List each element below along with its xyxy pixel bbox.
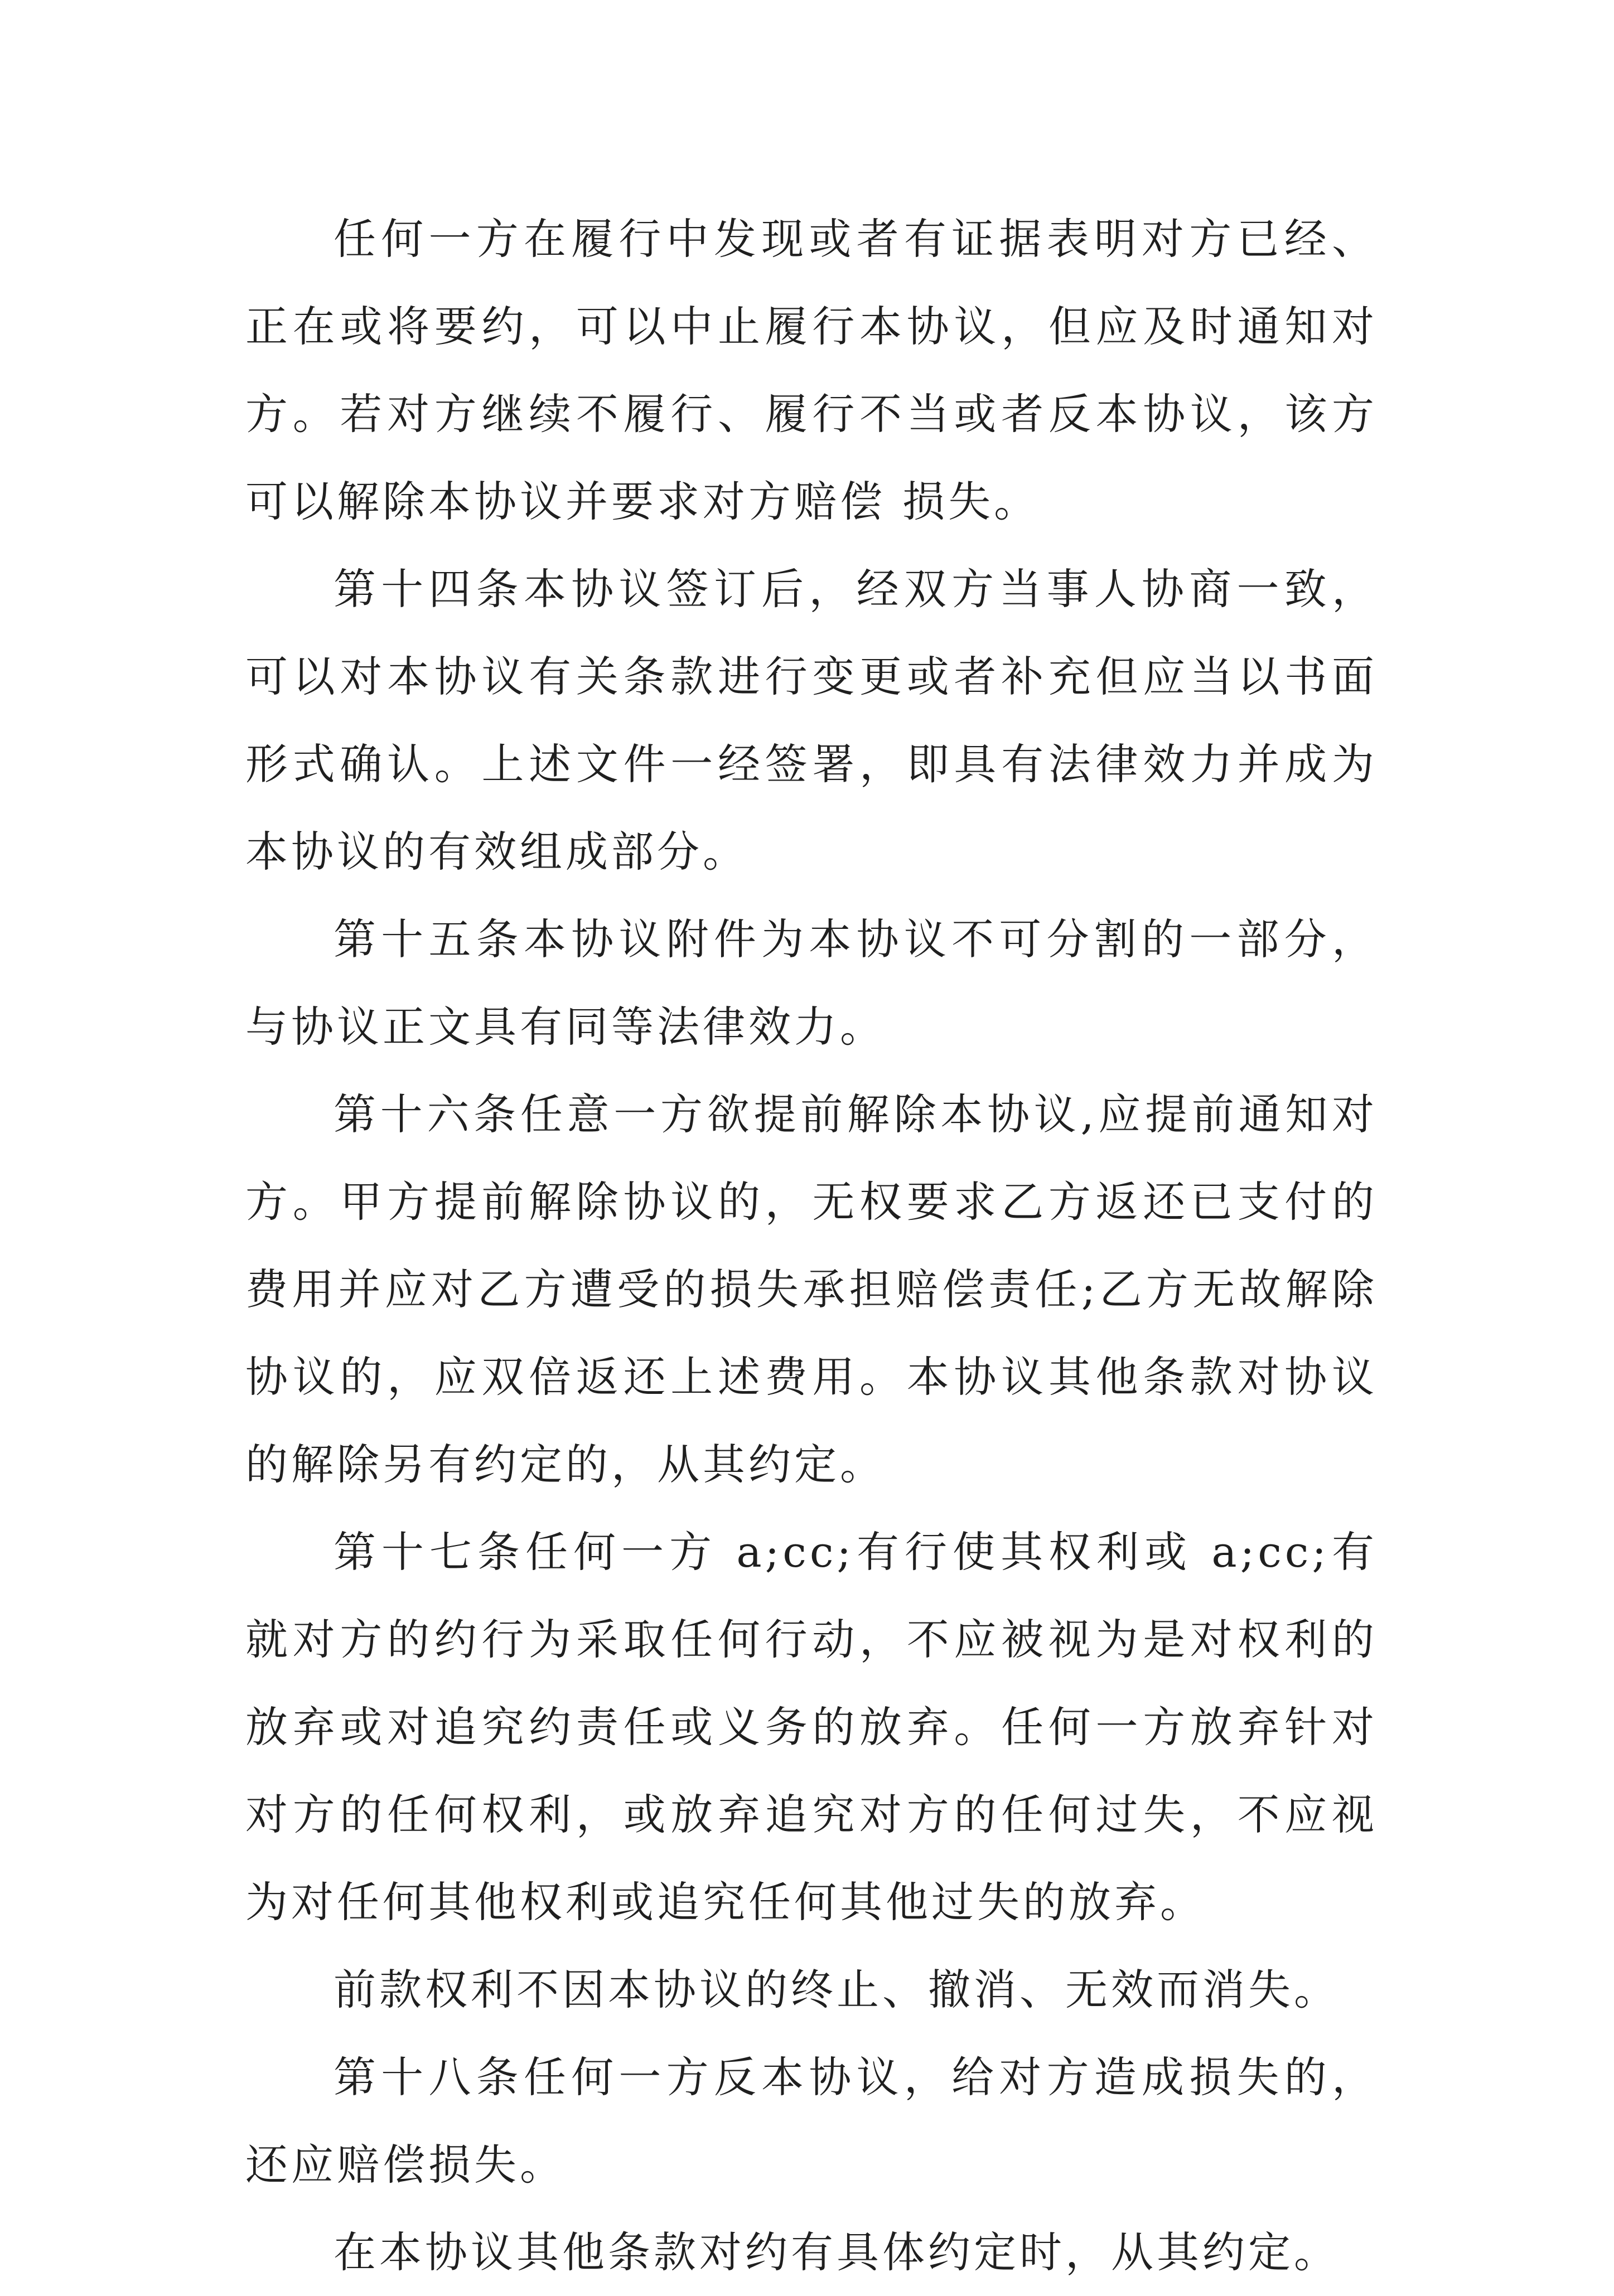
- paragraph-article-15: 第十五条本协议附件为本协议不可分割的一部分，与协议正文具有同等法律效力。: [245, 914, 1378, 1052]
- paragraph-other-provisions: 在本协议其他条款对约有具体约定时，从其约定。: [334, 2227, 1340, 2277]
- paragraph-article-14: 第十四条本协议签订后，经双方当事人协商一致，可以对本协议有关条款进行变更或者补充但应当以书面形式确认。上述文件一经签署，即具有法律效力并成为本协议的有效组成部分。: [245, 564, 1378, 876]
- paragraph-article-17: 第十七条任何一方 a;cc;有行使其权利或 a;cc;有就对方的约行为采取任何行动，不应被视为是对权利的放弃或对追究约责任或义务的放弃。任何一方放弃针对对方的任何权利，或放弃追究对方的任何过失，不应视为对任何其他权利或追究任何其他过失的放弃。: [245, 1527, 1378, 1927]
- paragraph-article-16: 第十六条任意一方欲提前解除本协议,应提前通知对方。甲方提前解除协议的，无权要求乙方返还已支付的费用并应对乙方遭受的损失承担赔偿责任;乙方无故解除协议的，应双倍返还上述费用。本协议其他条款对协议的解除另有约定的，从其约定。: [245, 1089, 1378, 1489]
- document-body: [245, 195, 1378, 2296]
- paragraph-breach-suspension: 任何一方在履行中发现或者有证据表明对方已经、正在或将要约，可以中止履行本协议，但应及时通知对方。若对方继续不履行、履行不当或者反本协议，该方可以解除本协议并要求对方赔偿 损失。: [245, 214, 1378, 526]
- paragraph-article-18: 第十八条任何一方反本协议，给对方造成损失的，还应赔偿损失。: [245, 2052, 1378, 2190]
- paragraph-rights-survival: 前款权利不因本协议的终止、撤消、无效而消失。: [334, 1965, 1340, 2014]
